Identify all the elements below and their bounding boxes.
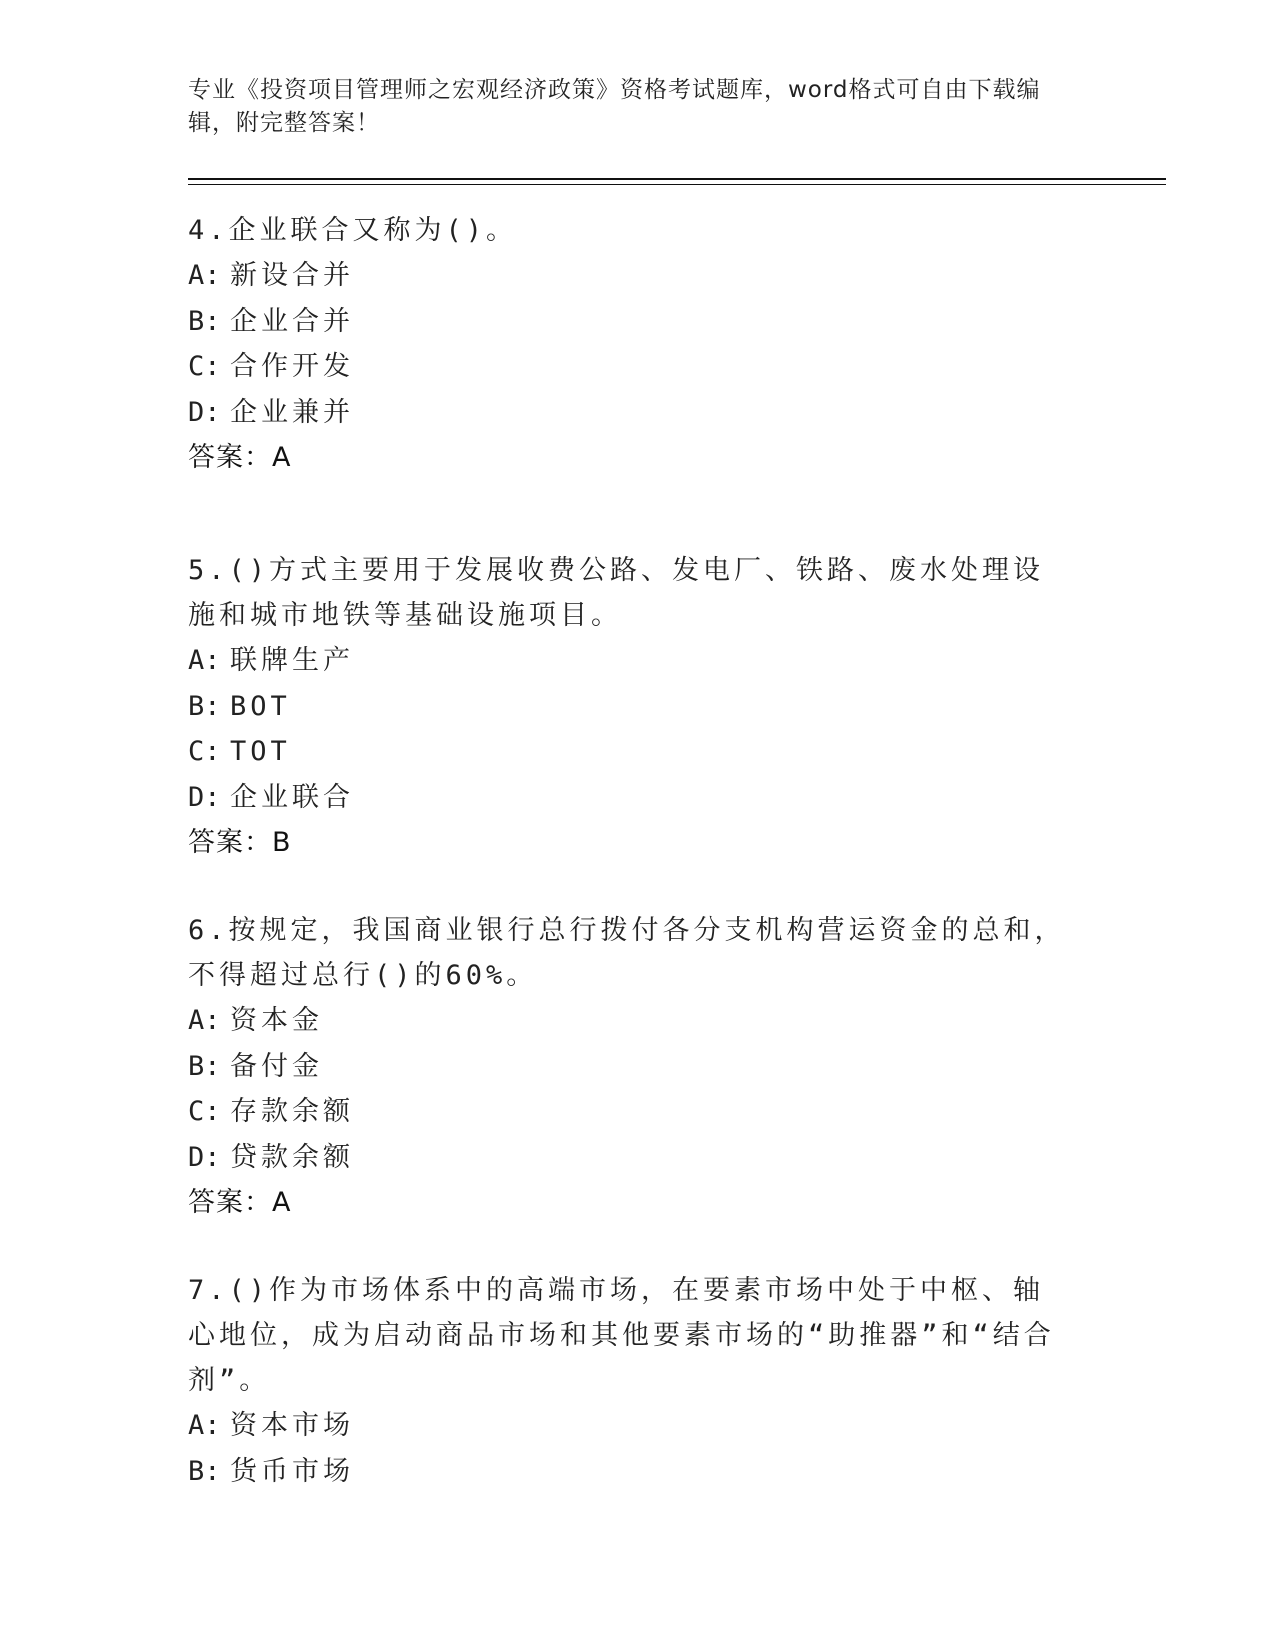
- option-b: [188, 1449, 1068, 1495]
- option-text: 合作开发: [230, 351, 354, 383]
- option-text: 企业合并: [230, 305, 354, 337]
- question-5: [188, 548, 1068, 866]
- option-a: [188, 998, 1068, 1044]
- question-4: [188, 208, 1068, 481]
- option-a: [188, 1403, 1068, 1449]
- option-letter: D:: [188, 396, 221, 428]
- option-letter: C:: [188, 1096, 221, 1128]
- question-stem: 7.()作为市场体系中的高端市场，在要素市场中处于中枢、轴心地位，成为启动商品市场和其他要素市场的“助推器”和“结合剂”。: [188, 1275, 1055, 1396]
- option-text: 资本市场: [230, 1410, 354, 1441]
- option-letter: A:: [188, 1410, 221, 1441]
- option-letter: D:: [188, 1141, 221, 1173]
- option-a: [188, 253, 1068, 299]
- option-text: 联牌生产: [230, 645, 354, 676]
- option-letter: A:: [188, 260, 221, 291]
- option-a: [188, 638, 1068, 684]
- option-text: 资本金: [230, 1005, 323, 1036]
- option-letter: C:: [188, 351, 221, 383]
- document-header: 专业《投资项目管理师之宏观经济政策》资格考试题库，word格式可自由下载编辑，附完整答案！: [188, 77, 1041, 136]
- option-text: TOT: [230, 736, 291, 768]
- option-letter: D:: [188, 781, 221, 813]
- option-text: 新设合并: [230, 260, 354, 291]
- option-text: 企业兼并: [230, 396, 354, 428]
- option-b: [188, 1044, 1068, 1090]
- answer-line: 答案：A: [188, 1187, 292, 1219]
- option-letter: B:: [188, 1050, 221, 1082]
- option-c: [188, 344, 1068, 390]
- option-letter: A:: [188, 645, 221, 676]
- option-d: [188, 390, 1068, 436]
- option-letter: C:: [188, 736, 221, 768]
- answer-line: 答案：A: [188, 442, 292, 474]
- header-divider-thin: [188, 184, 1166, 185]
- answer-line: 答案：B: [188, 827, 292, 859]
- question-stem: 6.按规定，我国商业银行总行拨付各分支机构营运资金的总和，不得超过总行()的60%。: [188, 915, 1066, 991]
- question-stem: 5.()方式主要用于发展收费公路、发电厂、铁路、废水处理设施和城市地铁等基础设施项目。: [188, 555, 1045, 631]
- option-letter: B:: [188, 690, 221, 722]
- option-c: [188, 1089, 1068, 1135]
- option-text: 备付金: [230, 1050, 323, 1082]
- option-letter: B:: [188, 305, 221, 337]
- option-d: [188, 775, 1068, 821]
- option-b: [188, 299, 1068, 345]
- option-text: 存款余额: [230, 1096, 354, 1128]
- option-letter: B:: [188, 1455, 221, 1487]
- option-d: [188, 1135, 1068, 1181]
- option-text: BOT: [230, 690, 291, 722]
- option-text: 企业联合: [230, 781, 354, 813]
- header-divider-thick: [188, 178, 1166, 180]
- question-6: [188, 908, 1068, 1226]
- option-text: 货币市场: [230, 1455, 354, 1487]
- option-c: [188, 729, 1068, 775]
- question-stem: 4.企业联合又称为()。: [188, 215, 518, 246]
- question-7: [188, 1268, 1068, 1494]
- option-letter: A:: [188, 1005, 221, 1036]
- option-text: 贷款余额: [230, 1141, 354, 1173]
- option-b: [188, 684, 1068, 730]
